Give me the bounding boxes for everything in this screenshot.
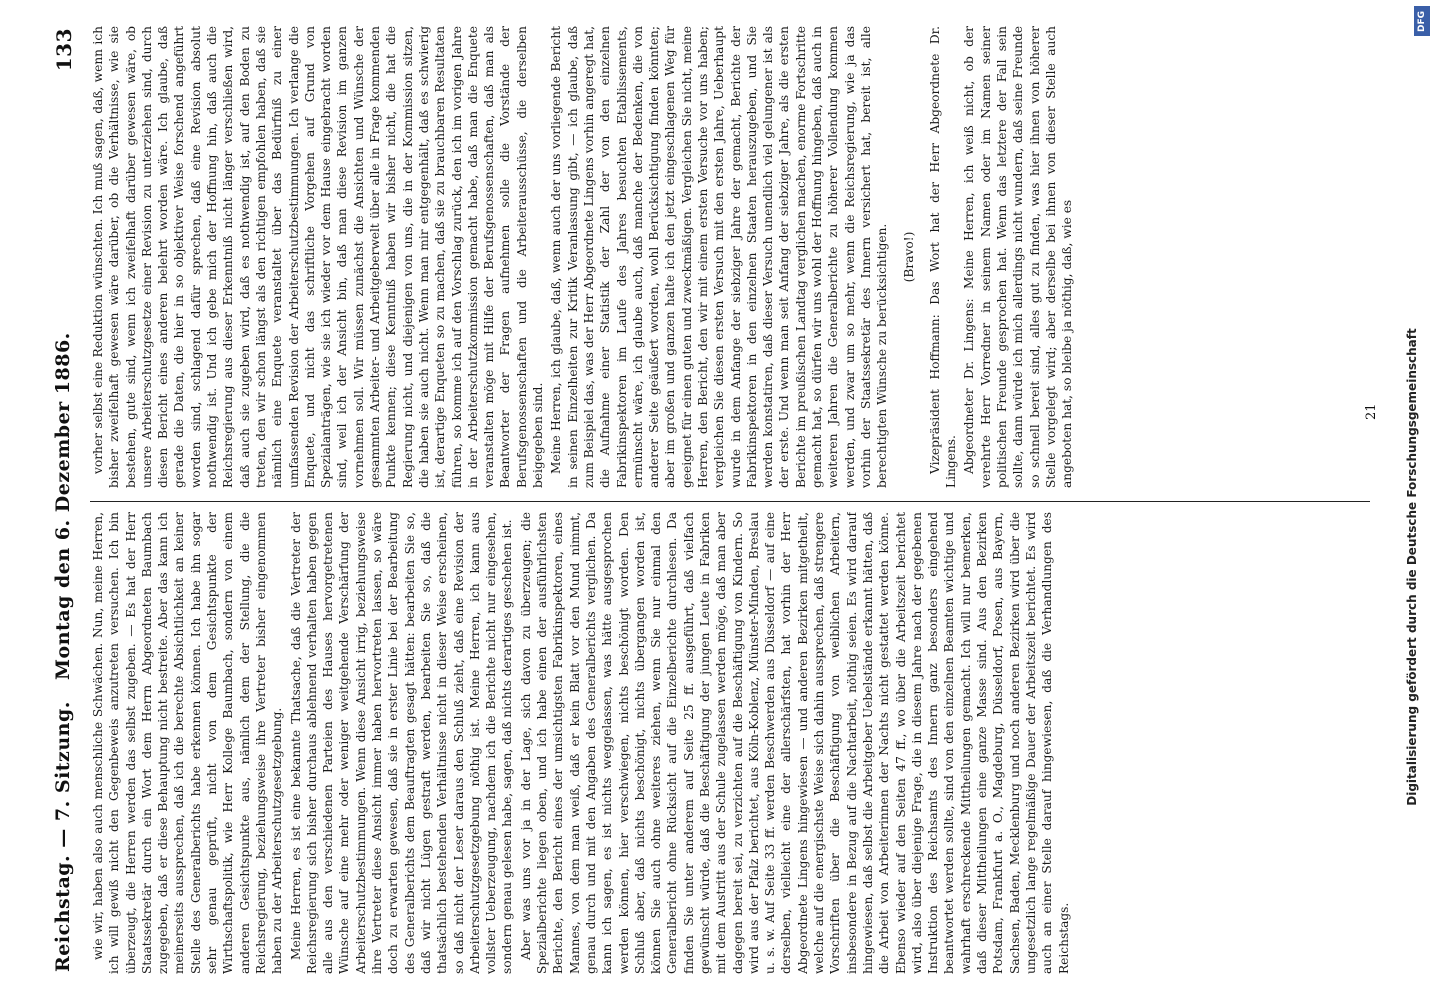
right-column	[90, 26, 1380, 488]
header-left: Reichstag. — 7. Sitzung.	[52, 701, 74, 972]
digitization-credit: Digitalisierung gefördert durch die Deutsche Forschungsgemeinschaft	[1405, 328, 1419, 806]
header-date: Montag den 6. Dezember 1886.	[52, 332, 74, 680]
page-header	[46, 20, 82, 980]
dfg-logo: DFG	[1414, 6, 1430, 36]
applause-note: (Bravo!)	[901, 231, 916, 283]
column-divider	[90, 501, 1370, 502]
paragraph: Abgeordneter Dr. Lingens: Meine Herren, ich weiß nicht, ob der verehrte Herr Vorredner in seinem Namen oder im Namen seiner politischen Freunde gesprochen hat. Wenn das letztere der Fall sein sollte, dann würde ich mich allerdings nicht wundern, daß seine Freunde so schnell bereit sind, alles gut zu finden, was hier ihnen von höherer Stelle vorgelegt wird; aber derselbe bei ihnen von dieser Stelle auch angeboten hat, so bleibe ja nöthig, daß, wie es	[962, 26, 1075, 488]
paragraph: Vizepräsident Hoffmann: Das Wort hat der Herr Abgeordnete Dr. Lingens.	[927, 26, 959, 488]
left-column	[90, 512, 1380, 974]
signature-mark: 21	[1364, 403, 1379, 420]
paragraph: wie wir, haben also auch menschliche Schwächen. Nun, meine Herren, ich will gewiß nicht den Gegenbeweis anzutreten versuchen. Ich bin überzeugt, die Herren werden das selbst zugeben. — Es hat der Herr Staatssekretär durch ein Wort dem Herrn Abgeordneten Baumbach zugegeben, daß er diese Behauptung nicht bestreite. Aber das kann ich meinerseits aussprechen, daß ich die berechte Absichtlichkeit an keiner Stelle des Generalberichts habe erkennen können. Ich habe ihn sogar sehr genau geprüft, nicht von dem Gesichtspunkte der Wirthschaftspolitik, wie Herr Kollege Baumbach, sondern von einem anderen Gesichtspunkte aus, nämlich dem der Stellung, die die Reichsregierung, beziehungsweise ihre Vertreter bisher eingenommen haben zu der Arbeiterschutzgesetzgebung.	[91, 512, 285, 974]
paragraph: Meine Herren, ich glaube, daß, wenn auch der uns vorliegende Bericht in seinen Einzelheiten zur Kritik Veranlassung gibt, — ich glaube, daß zum Beispiel das, was der Herr Abgeordnete Lingens vorhin angeregt hat, die Aufnahme einer Statistik der Zahl der von den einzelnen Fabrikinspektoren im Laufe des Jahres besuchten Etablissements, ermünscht wäre, ich glaube auch, daß manche der Bedenken, die von anderer Seite geäußert worden, wohl Berücksichtigung finden könnten; aber im großen und ganzen halte ich den jetzt eingeschlagenen Weg für geeignet für einen guten und zweckmäßigen. Vergleichen Sie nicht, meine Herren, den Bericht, den wir mit einem ersten Versuche vor uns haben; vergleichen Sie diesen ersten Versuch mit den ersten Jahre, Ueberhaupt wurde in dem Anfange der siebziger Jahre der gemacht, Berichte der Fabrikinspektoren in den einzelnen Staaten herauszugeben, und Sie werden konstatiren, daß dieser Versuch unendlich viel gelungener ist als der erste. Und wenn man seit Anfang der siebziger Jahre, als die ersten Berichte im preußischen Landtag verglichen machen, enorme Fortschritte gemacht hat, so dürfen wir uns wohl der Hoffnung hingeben, daß auch in weiteren Jahren die Generalberichte zu höherer Vollendung kommen werden, und zwar um so mehr, wenn die Reichsregierung, wie ja das vorhin der Staatssekretär des Innern versichert hat, bereit ist, alle berechtigten Wünsche zu berücksichtigen.	[549, 26, 890, 488]
paragraph: vorher selbst eine Reduktion wünschten. Ich muß sagen, daß, wenn ich bisher zweifelhaft gewesen wäre darüber, ob die Verhältnisse, wie sie bestehen, gute sind, wenn ich zweifelhaft darüber gewesen wäre, ob unsere Arbeiterschutzgesetze einer Revision zu unterziehen sind, durch diesen Bericht eines anderen belehrt worden wäre. Ich glaube, daß gerade die Daten, die hier in so objektiver Weise forschend angeführt worden sind, schlagend dafür sprechen, daß eine Revision absolut nothwendig ist. Und ich gebe mich der Hoffnung hin, daß auch die Reichsregierung aus dieser Erkenntniß nicht länger verschließen wird, daß auch sie zugeben wird, daß es nothwendig ist, auf den Boden zu treten, den wir schon längst als den richtigen empfohlen haben, daß sie nämlich eine Enquete veranstaltet über das Bedürfniß zu einer umfassenden Revision der Arbeiterschutzbestimmungen. Ich verlange die Enquete, und nicht das schriftliche Vorgehen auf Grund von Spezialanträgen, wie sie ich wieder vor dem Hause eingebracht worden sind, weil ich der Ansicht bin, daß man diese Revision im ganzen vornehmen soll. Wir müssen zunächst die Ansichten und Wünsche der gesammten Arbeiter- und Arbeitgeberwelt über alle in Frage kommenden Punkte kennen; diese Kenntniß haben wir bisher nicht, die hat die Regierung nicht, und diejenigen von uns, die in der Kommission sitzen, die haben sie auch nicht. Wenn man mir entgegenhält, daß es schwierig ist, derartige Enqueten so zu machen, daß sie zu brauchbaren Resultaten führen, so komme ich auf den Vorschlag zurück, den ich im vorigen Jahre in der Arbeiterschutzkommission gemacht habe, daß man die Enquete veranstalten möge mit Hilfe der Berufsgenossenschaften, daß man als Beantworter der Fragen aufnehmen solle die Vorstände der Berufsgenossenschaften und die Arbeiterausschüsse, die derselben beigegeben sind.	[91, 26, 546, 488]
digitization-credit-strip	[1405, 0, 1432, 1000]
rotated-page-content	[46, 20, 1386, 980]
paragraph: Aber was uns vor ja in der Lage, sich davon zu überzeugen; die Spezialberichte liegen oben, und ich habe einen der ausführlichsten Berichte, den Bericht eines der umsichtigsten Fabrikinspektoren, eines Mannes, von dem man weiß, daß er kein Blatt vor den Mund nimmt, genau durch und mit den Angaben des Generalberichts verglichen. Da kann ich sagen, es ist nichts weggelassen, was hätte ausgesprochen werden können, hier verschwiegen, nichts beschönigt worden. Den Schluß aber, daß nichts beschönigt, nichts übergangen worden ist, können Sie auch ohne weiteres ziehen, wenn Sie nur einmal den Generalbericht ohne Rücksicht auf die Einzelberichte durchlesen. Da finden Sie unter anderem auf Seite 25 ff. ausgeführt, daß vielfach gewünscht würde, daß die Beschäftigung der jungen Leute in Fabriken mit dem Austritt aus der Schule zugelassen werden möge, daß man aber dagegen bereit sei, zu verzichten auf die Beschäftigung von Kindern. So wird aus der Pfalz berichtet, aus Köln-Koblenz, Münster-Minden, Breslau u. s. w. Auf Seite 33 ff. werden Beschwerden aus Düsseldorf — auf eine derselben, vielleicht eine der allerschärfsten, hat vorhin der Herr Abgeordnete Lingens hingewiesen — und anderen Bezirken mitgetheilt, welche auf die energischste Weise sich dahin aussprechen, daß strengere Vorschriften über die Beschäftigung von weiblichen Arbeitern, insbesondere in Bezug auf die Nachtarbeit, nöthig seien. Es wird darauf hingewiesen, daß selbst die Arbeitgeber Uebelstände erkannt hätten, daß die Arbeit von Arbeiterinnen der Nachts nicht gestattet werden könne. Ebenso wieder auf den Seiten 47 ff., wo über die Arbeitszeit berichtet wird, also über diejenige Frage, die in diesem Jahre nach der gegebenen Instruktion des Reichsamts des Innern ganz besonders eingehend beantwortet werden sollte, sind von den einzelnen Beamten wichtige und wahrhaft erschreckende Mittheilungen gemacht. Ich will nur bemerken, daß dieser Mittheilungen eine ganze Masse sind. Aus den Bezirken Potsdam, Frankfurt a. O., Magdeburg, Düsseldorf, Posen, aus Bayern, Sachsen, Baden, Mecklenburg und noch anderen Bezirken wird über die ungesetzlich lange regelmäßige Dauer der Arbeitszeit berichtet. Es wird auch an einer Stelle darauf hingewiesen, daß die Verhandlungen des Reichstags.	[518, 512, 1071, 974]
text-columns	[90, 20, 1380, 980]
paragraph: Meine Herren, es ist eine bekannte Thatsache, daß die Vertreter der Reichsregierung sich bisher durchaus ablehnend verhalten haben gegen alle aus den verschiedenen Parteien des Hauses hervorgetretenen Wünsche auf eine mehr oder weniger weitgehende Verschärfung der Arbeiterschutzbestimmungen. Wenn diese Ansicht irrig, beziehungsweise ihre Vertreter diese Ansicht immer haben hervortreten lassen, so wäre doch zu erwarten gewesen, daß sie in erster Linie bei der Bearbeitung des Generalberichts dem Beauftragten gesagt hätten: bearbeiten Sie so, daß wir nicht Lügen gestraft werden, bearbeiten Sie so, daß die thatsächlich bestehenden Verhältnisse nicht in dieser Weise erscheinen, so daß nicht der Leser daraus den Schluß zieht, daß eine Revision der Arbeiterschutzgesetzgebung nöthig ist. Meine Herren, ich kann aus vollster Ueberzeugung, nachdem ich die Berichte nicht nur eingesehen, sondern genau gelesen habe, sagen, daß nichts derartiges geschehen ist.	[288, 512, 515, 974]
page-number: 133	[52, 28, 76, 72]
